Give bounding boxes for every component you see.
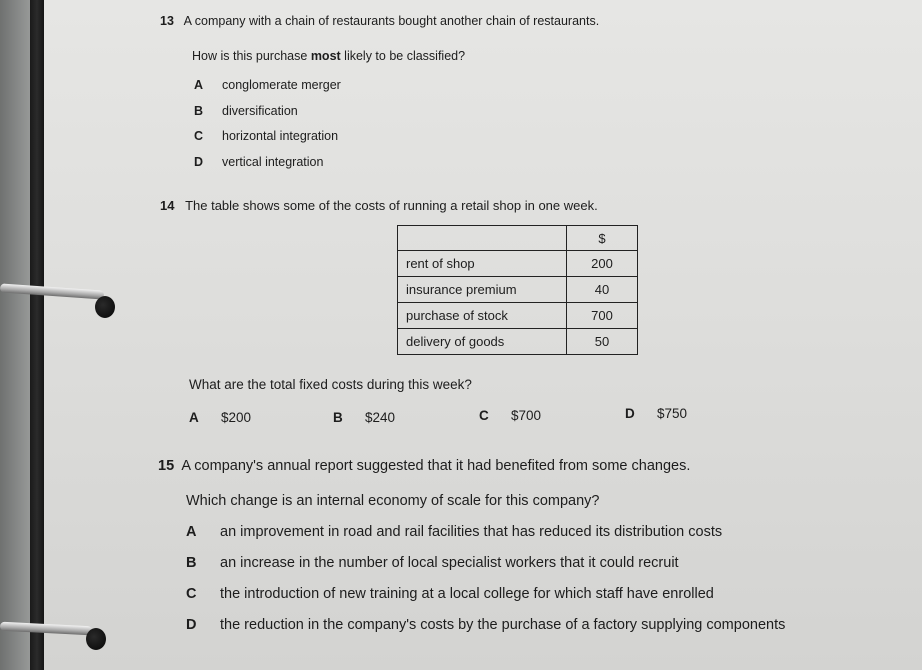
option-text: diversification: [222, 104, 298, 118]
option-text: $700: [511, 408, 542, 423]
option-text: $200: [221, 410, 252, 425]
q13-option-d[interactable]: [194, 155, 323, 169]
q15-option-d[interactable]: [186, 617, 785, 633]
table-row: [398, 329, 638, 355]
option-letter: A: [189, 410, 199, 425]
q13-stem: [160, 14, 599, 28]
q14-question: What are the total fixed costs during this week?: [189, 377, 472, 392]
q13-question-bold: most: [310, 49, 341, 63]
q13-stem-text: A company with a chain of restaurants bought another chain of restaurants.: [183, 14, 600, 28]
option-letter: C: [194, 129, 204, 143]
q15-option-b[interactable]: [186, 555, 679, 571]
option-text: $750: [657, 406, 688, 421]
option-letter: B: [333, 410, 343, 425]
q14-option-d[interactable]: [625, 406, 687, 421]
q13-question-pre: How is this purchase: [192, 49, 311, 63]
table-cell-item: rent of shop: [398, 251, 567, 277]
q15-option-c[interactable]: [186, 586, 714, 602]
option-text: an improvement in road and rail facilities that has reduced its distribution costs: [220, 524, 723, 540]
q14-stem: [160, 198, 598, 213]
q13-option-c[interactable]: [194, 129, 338, 143]
option-letter: A: [194, 78, 204, 92]
q15-question: Which change is an internal economy of scale for this company?: [186, 493, 600, 509]
option-text: the introduction of new training at a local college for which staff have enrolled: [220, 586, 714, 602]
costs-table: [397, 225, 638, 355]
table-cell-value: 700: [567, 303, 638, 329]
q15-stem-text: A company's annual report suggested that it had benefited from some changes.: [181, 458, 691, 474]
option-text: vertical integration: [222, 155, 324, 169]
option-letter: C: [186, 586, 197, 602]
option-letter: B: [186, 555, 197, 571]
option-text: conglomerate merger: [222, 78, 341, 92]
option-letter: C: [479, 408, 489, 423]
q13-option-a[interactable]: [194, 78, 341, 92]
table-cell-value: 200: [567, 251, 638, 277]
option-text: $240: [365, 410, 396, 425]
q14-option-c[interactable]: [479, 408, 541, 423]
table-header-currency: $: [567, 226, 638, 251]
table-header-row: [398, 226, 638, 251]
option-letter: D: [625, 406, 635, 421]
option-letter: D: [194, 155, 204, 169]
q14-option-a[interactable]: [189, 410, 251, 425]
table-cell-value: 40: [567, 277, 638, 303]
q14-option-b[interactable]: [333, 410, 395, 425]
option-text: horizontal integration: [222, 129, 339, 143]
q13-option-b[interactable]: [194, 104, 298, 118]
q15-number: 15: [158, 458, 175, 474]
table-cell-item: insurance premium: [398, 277, 567, 303]
table-row: [398, 277, 638, 303]
table-cell-item: delivery of goods: [398, 329, 567, 355]
table-cell-value: 50: [567, 329, 638, 355]
q13-number: 13: [160, 14, 174, 28]
option-letter: B: [194, 104, 204, 118]
q14-number: 14: [160, 198, 175, 213]
option-letter: D: [186, 617, 197, 633]
q14-stem-text: The table shows some of the costs of running a retail shop in one week.: [185, 198, 598, 213]
q13-question-post: likely to be classified?: [340, 49, 466, 63]
table-cell-item: purchase of stock: [398, 303, 567, 329]
table-row: [398, 303, 638, 329]
option-letter: A: [186, 524, 197, 540]
option-text: the reduction in the company's costs by the purchase of a factory supplying components: [220, 617, 786, 633]
q15-option-a[interactable]: [186, 524, 722, 540]
table-header-empty: [398, 226, 567, 251]
binder-edge: [30, 0, 44, 670]
option-text: an increase in the number of local specialist workers that it could recruit: [220, 555, 679, 571]
table-row: [398, 251, 638, 277]
q13-question: [192, 49, 465, 63]
q15-stem: [158, 458, 690, 474]
